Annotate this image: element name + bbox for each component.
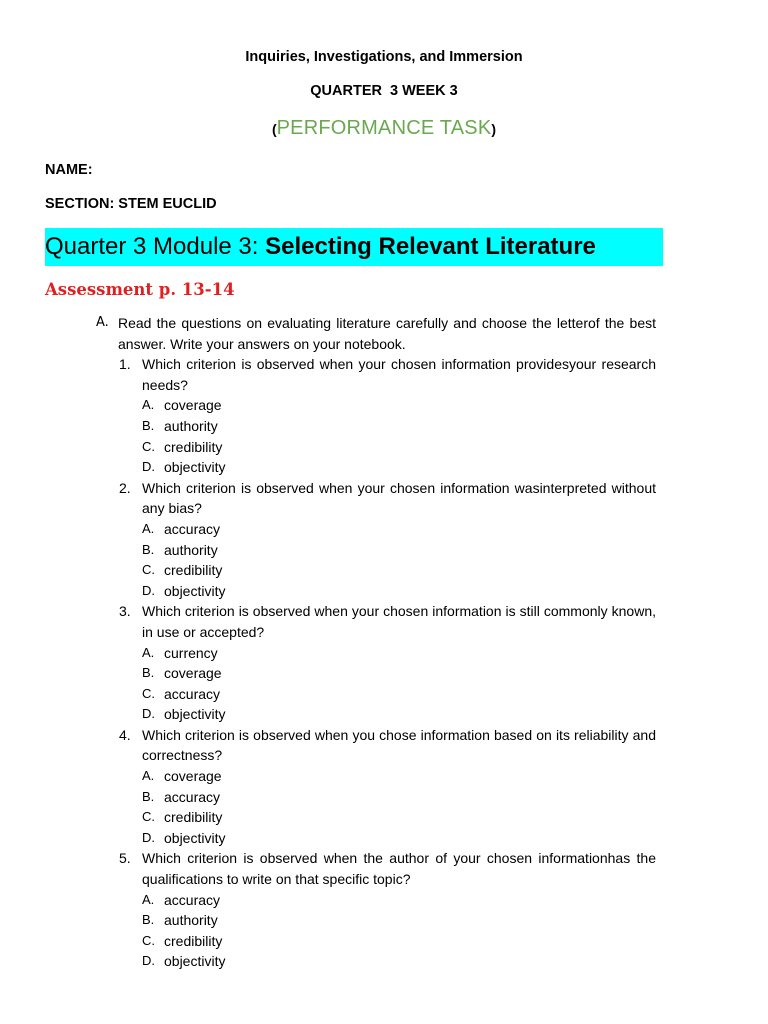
answer-option: [142, 560, 656, 581]
option-text: currency: [164, 644, 218, 661]
assessment-heading: Assessment p. 13-14: [45, 280, 235, 299]
answer-option: [142, 766, 656, 787]
option-letter: B.: [142, 541, 155, 557]
instructions-text: Read the questions on evaluating literature carefully and choose the letterof the best answer. Write your answers on your notebook.: [118, 315, 656, 352]
option-letter: C.: [142, 932, 155, 948]
option-letter: D.: [142, 706, 155, 722]
section-field-label: SECTION: STEM EUCLID: [45, 196, 217, 212]
option-text: authority: [164, 541, 218, 558]
answer-option: [142, 519, 656, 540]
option-text: credibility: [164, 438, 223, 455]
option-letter: A.: [142, 768, 155, 784]
answer-option: [142, 457, 656, 478]
answer-option: [142, 828, 656, 849]
option-letter: A.: [142, 397, 155, 413]
question-text: Which criterion is observed when you chose information based on its reliability and correctness?: [142, 726, 656, 764]
option-letter: D.: [142, 829, 155, 845]
answer-option: [142, 663, 656, 684]
answer-option: [142, 643, 656, 664]
question-2: [119, 478, 656, 519]
question-text: Which criterion is observed when the author of your chosen informationhas the qualifications to write on that specific topic?: [142, 850, 656, 888]
question-number: 5.: [119, 850, 131, 867]
question-number: 3.: [119, 603, 131, 620]
option-letter: B.: [142, 912, 155, 928]
option-text: coverage: [164, 768, 222, 785]
option-text: accuracy: [164, 520, 221, 537]
option-letter: D.: [142, 953, 155, 969]
option-text: coverage: [164, 665, 222, 682]
option-text: objectivity: [164, 953, 226, 970]
option-letter: C.: [142, 438, 155, 454]
answer-option: [142, 540, 656, 561]
performance-task-heading: [0, 117, 768, 140]
option-text: objectivity: [164, 459, 226, 476]
option-text: accuracy: [164, 788, 221, 805]
task-open-paren: (: [271, 121, 277, 137]
option-text: objectivity: [164, 582, 226, 599]
answer-option: [142, 910, 656, 931]
option-letter: B.: [142, 417, 155, 433]
option-text: authority: [164, 912, 218, 929]
task-title: PERFORMANCE TASK: [276, 117, 492, 139]
option-text: credibility: [164, 809, 223, 826]
question-list: [96, 354, 656, 972]
option-text: credibility: [164, 932, 223, 949]
option-text: coverage: [164, 397, 222, 414]
task-close-paren: ): [491, 121, 497, 137]
module-prefix: Quarter 3 Module 3:: [45, 233, 266, 260]
option-letter: C.: [142, 685, 155, 701]
answer-option: [142, 581, 656, 602]
question-1: [119, 354, 656, 395]
option-letter: C.: [142, 809, 155, 825]
option-letter: A.: [142, 520, 155, 536]
option-letter: A.: [142, 891, 155, 907]
subject-title: Inquiries, Investigations, and Immersion: [245, 49, 523, 65]
answer-option: [142, 890, 656, 911]
question-4: [119, 725, 656, 766]
answer-option: [142, 437, 656, 458]
option-text: objectivity: [164, 706, 226, 723]
question-5: [119, 848, 656, 889]
option-text: credibility: [164, 562, 223, 579]
question-number: 2.: [119, 479, 131, 496]
option-letter: C.: [142, 562, 155, 578]
instructions: [96, 313, 656, 354]
answer-option: [142, 951, 656, 972]
option-letter: A.: [142, 644, 155, 660]
option-letter: B.: [142, 665, 155, 681]
name-field-label: NAME:: [45, 162, 93, 178]
answer-option: [142, 807, 656, 828]
question-section: [96, 313, 656, 972]
question-3: [119, 601, 656, 642]
option-text: authority: [164, 417, 218, 434]
answer-option: [142, 395, 656, 416]
answer-option: [142, 704, 656, 725]
instructions-label: A.: [96, 315, 109, 330]
option-text: accuracy: [164, 891, 221, 908]
answer-option: [142, 684, 656, 705]
option-letter: D.: [142, 459, 155, 475]
question-text: Which criterion is observed when your chosen information is still commonly known, in use or accepted?: [142, 603, 656, 640]
option-letter: B.: [142, 788, 155, 804]
module-heading: [45, 228, 663, 266]
option-text: objectivity: [164, 829, 226, 846]
answer-option: [142, 787, 656, 808]
question-text: Which criterion is observed when your chosen information providesyour research needs?: [142, 356, 656, 393]
question-number: 1.: [119, 356, 131, 373]
module-title: Selecting Relevant Literature: [265, 233, 596, 260]
answer-option: [142, 416, 656, 437]
option-letter: D.: [142, 582, 155, 598]
answer-option: [142, 931, 656, 952]
question-number: 4.: [119, 726, 131, 743]
quarter-week-title: QUARTER 3 WEEK 3: [310, 83, 458, 99]
question-text: Which criterion is observed when your chosen information wasinterpreted without any bias?: [142, 479, 656, 517]
option-text: accuracy: [164, 685, 221, 702]
